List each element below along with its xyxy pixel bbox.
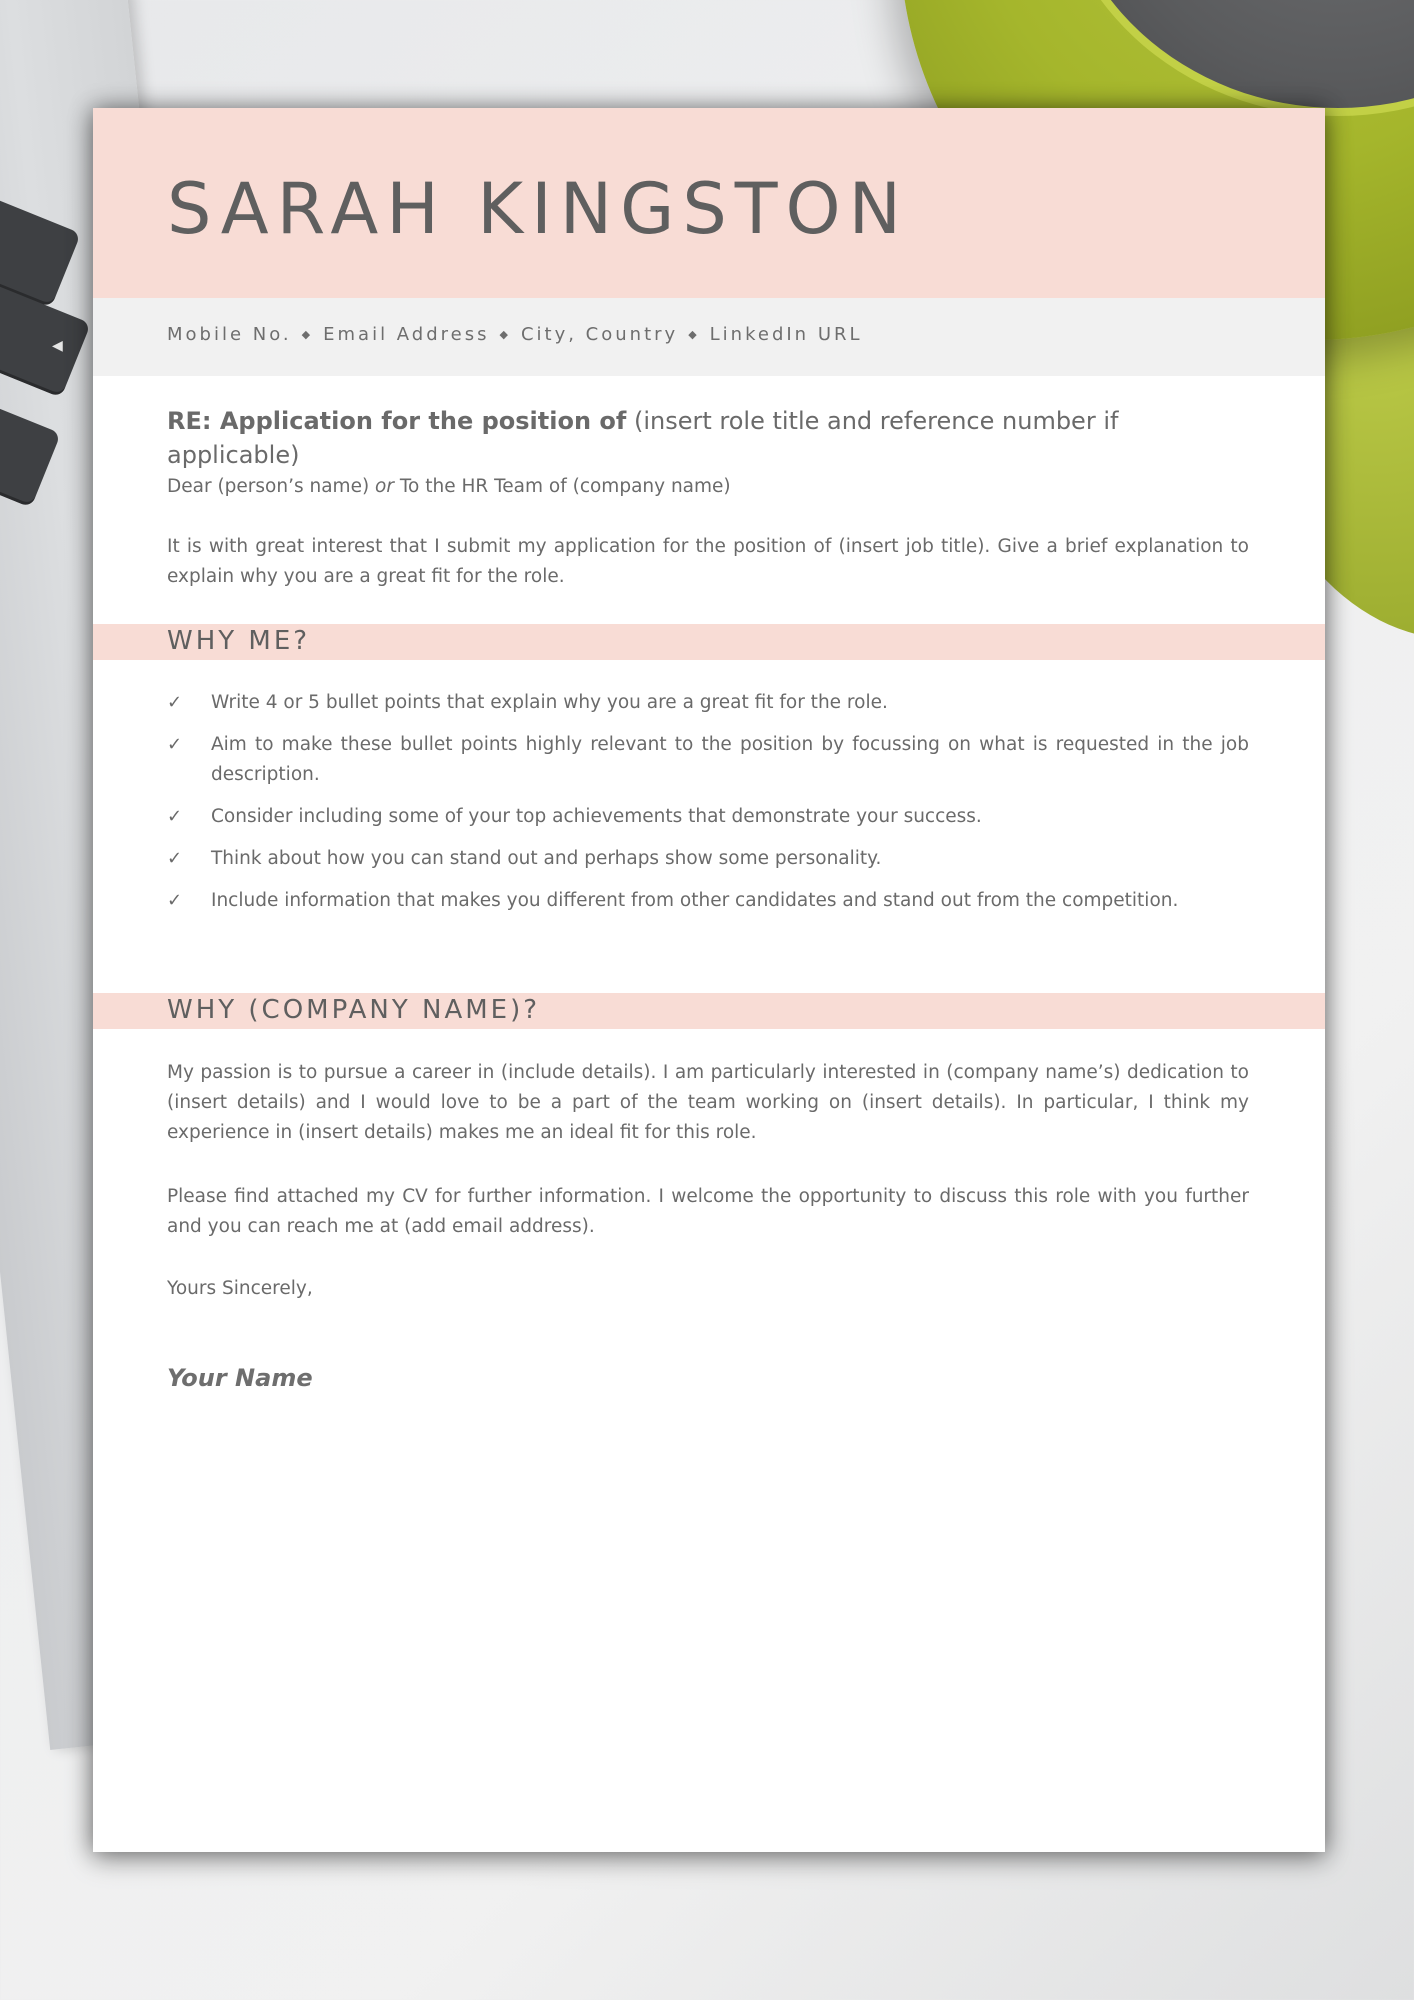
closing-line: Yours Sincerely, [167,1278,313,1299]
subject-line [167,404,1249,472]
salutation [167,472,1249,502]
why-company-title: WHY (COMPANY NAME)? [167,995,541,1025]
salutation-part-2: To the HR Team of (company name) [393,476,731,497]
name-header [93,108,1325,298]
why-me-section-header [93,624,1325,660]
contact-mobile: Mobile No. [167,324,292,345]
checkmark-icon: ✓ [167,734,183,755]
bullet-text: Think about how you can stand out and perhaps show some personality. [211,848,882,869]
why-me-bullet-list [167,688,1249,928]
bullet-item [167,802,1249,832]
cover-letter-page [93,108,1325,1852]
applicant-name: SARAH KINGSTON [167,168,909,250]
contact-details [167,324,863,345]
intro-paragraph: It is with great interest that I submit my application for the position of (insert job title). Give a brief explanation to explain why you are a great fit for the role. [167,536,1249,587]
checkmark-icon: ✓ [167,692,183,713]
passion-paragraph: My passion is to pursue a career in (include details). I am particularly interested in (company name’s) dedication to (insert details) and I would love to be a part of the team working on (insert details). In particular, I think my experience in (insert details) makes me an ideal fit for this role. [167,1062,1249,1143]
contact-location: City, Country [520,324,679,345]
diamond-separator-icon: ◆ [301,328,314,341]
bullet-item [167,730,1249,790]
salutation-part-1: Dear (person’s name) [167,476,376,497]
salutation-or: or [375,476,394,497]
contact-bar [93,298,1325,376]
why-company-section-header [93,993,1325,1029]
checkmark-icon: ✓ [167,890,183,911]
bullet-text: Include information that makes you different from other candidates and stand out from the competition. [211,890,1179,911]
subject-prefix: RE: Application for the position of [167,407,627,435]
bullet-text: Aim to make these bullet points highly relevant to the position by focussing on what is requested in the job description. [211,734,1249,785]
bullet-item [167,844,1249,874]
attached-cv-paragraph: Please find attached my CV for further information. I welcome the opportunity to discuss this role with you further and you can reach me at (add email address). [167,1186,1249,1237]
contact-email: Email Address [323,324,490,345]
arrow-key-icon: ◀ [52,338,63,354]
why-me-title: WHY ME? [167,626,311,656]
checkmark-icon: ✓ [167,848,183,869]
diamond-separator-icon: ◆ [688,328,700,341]
bullet-item [167,886,1249,916]
bullet-text: Write 4 or 5 bullet points that explain why you are a great fit for the role. [211,692,888,713]
bullet-text: Consider including some of your top achievements that demonstrate your success. [211,806,982,827]
signature-name: Your Name [167,1364,313,1392]
diamond-separator-icon: ◆ [499,328,511,341]
contact-linkedin: LinkedIn URL [709,324,863,345]
subject-detail: (insert role title and reference number if applicable) [167,407,1119,469]
checkmark-icon: ✓ [167,806,183,827]
bullet-item [167,688,1249,718]
